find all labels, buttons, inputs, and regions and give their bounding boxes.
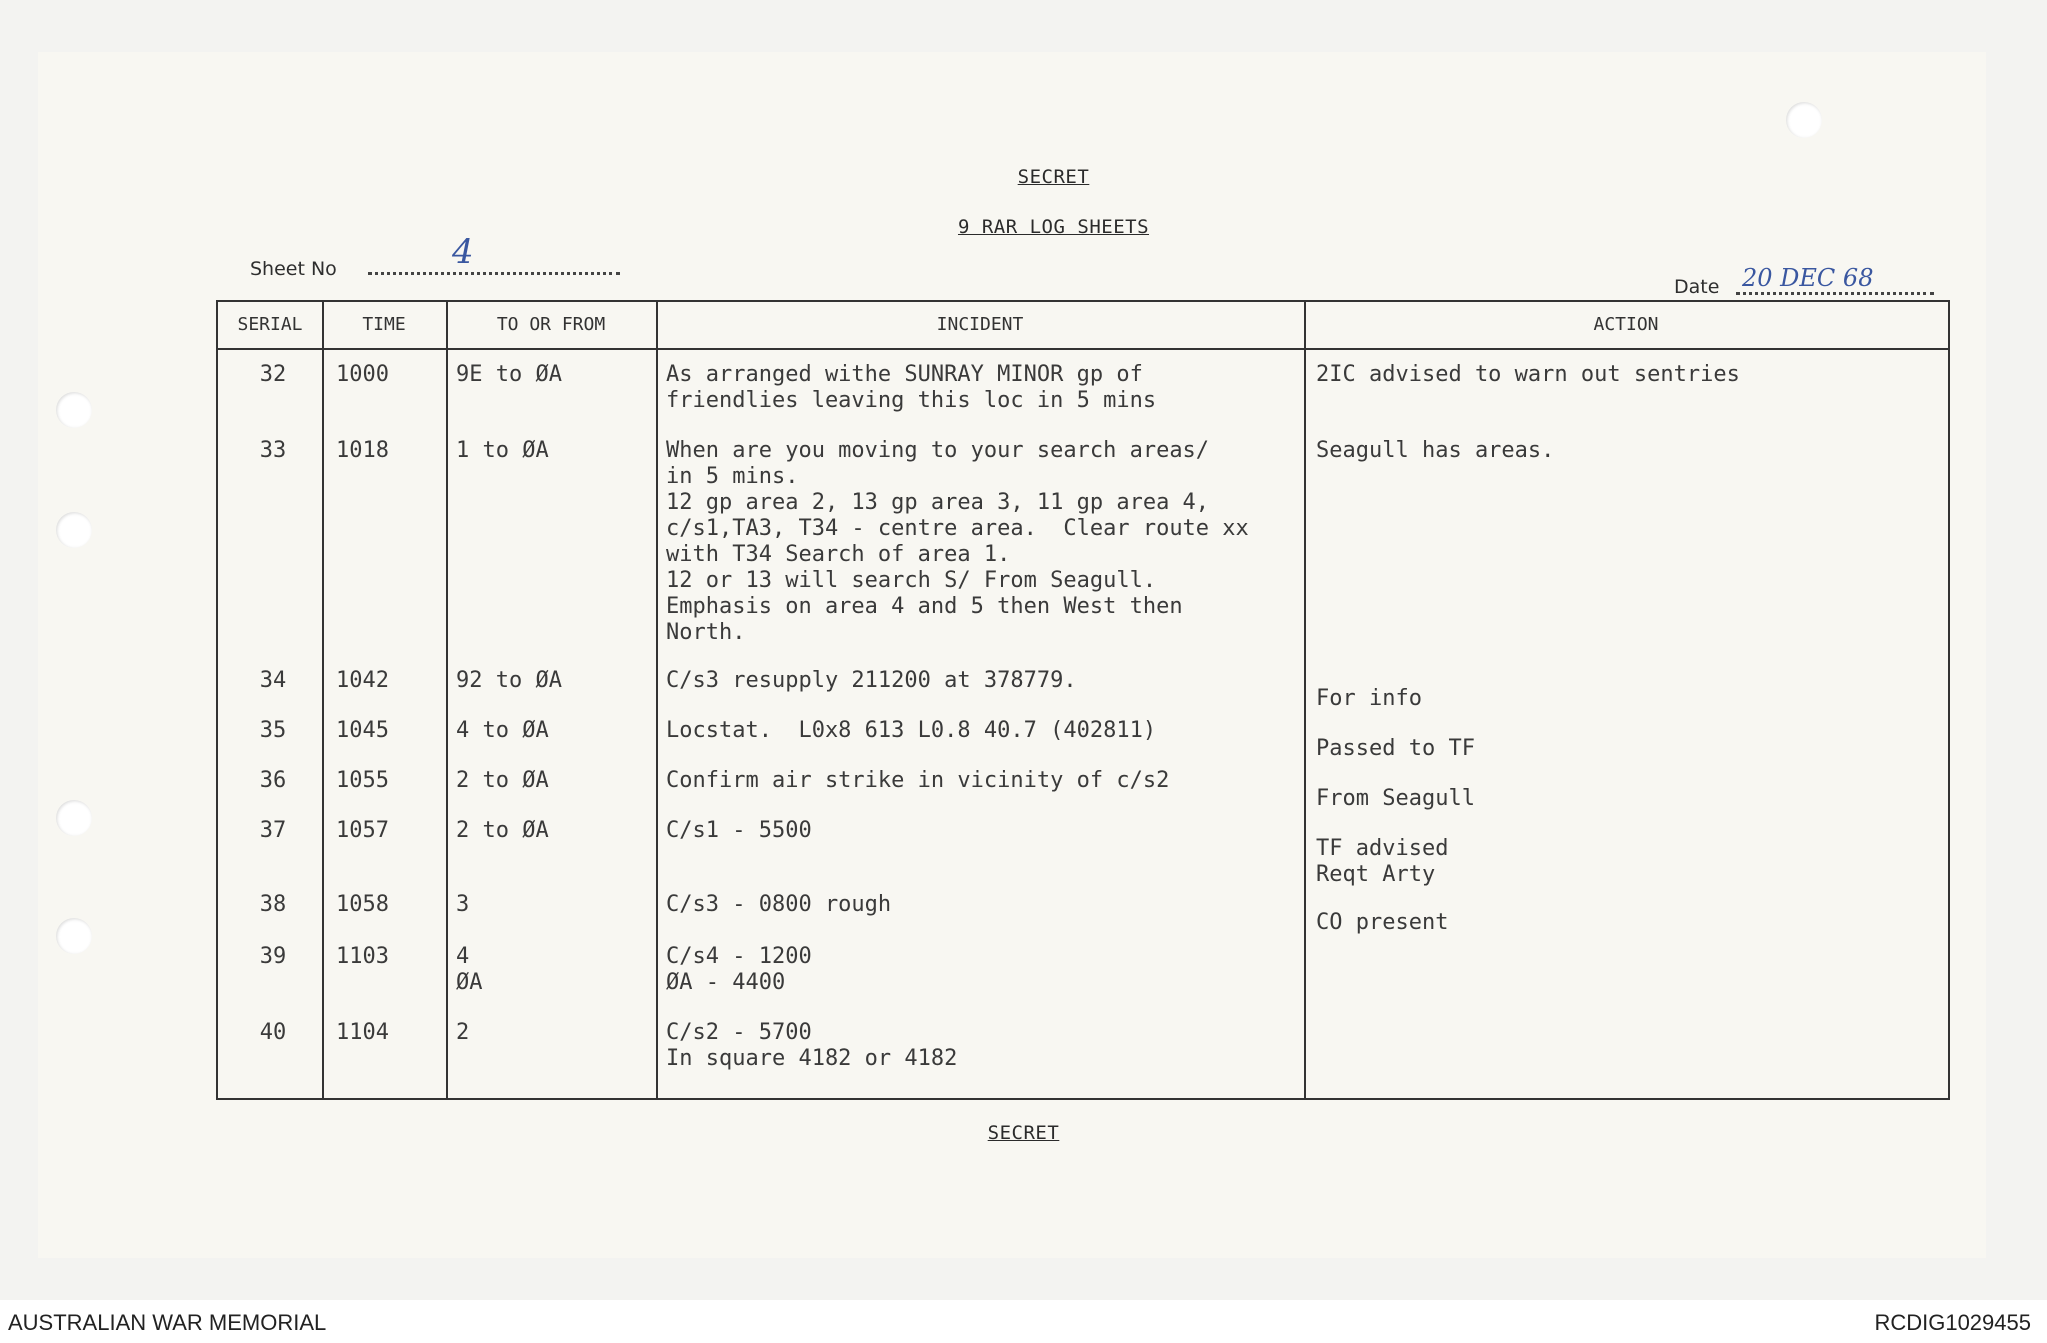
archive-reference: RCDIG1029455 xyxy=(1874,1310,2031,1335)
to-or-from-cell: 4 to ØA xyxy=(456,718,549,743)
sheet-no-value: 4 xyxy=(452,232,474,272)
sheet-no-label: Sheet No xyxy=(250,258,337,280)
to-or-from-cell: 2 to ØA xyxy=(456,768,549,793)
serial-cell: 34 xyxy=(259,668,287,693)
col-divider xyxy=(1304,302,1306,1098)
serial-cell: 37 xyxy=(259,818,287,843)
to-or-from-cell: 9E to ØA xyxy=(456,362,562,387)
header-to-or-from: TO OR FROM xyxy=(496,314,606,335)
serial-cell: 40 xyxy=(259,1020,287,1045)
header-serial: SERIAL xyxy=(237,314,303,335)
action-cell: CO present xyxy=(1316,910,1449,935)
incident-cell: Locstat. L0x8 613 L0.8 40.7 (402811) xyxy=(666,718,1157,743)
col-divider xyxy=(656,302,658,1098)
serial-cell: 36 xyxy=(259,768,287,793)
to-or-from-cell: 3 xyxy=(456,892,470,917)
date-dots xyxy=(1736,292,1934,295)
action-cell: 2IC advised to warn out sentries xyxy=(1316,362,1740,387)
serial-cell: 32 xyxy=(259,362,287,387)
col-divider xyxy=(322,302,324,1098)
incident-cell: As arranged withe SUNRAY MINOR gp of friendlies leaving this loc in 5 mins xyxy=(666,362,1157,413)
date-label: Date xyxy=(1674,276,1720,298)
action-cell: TF advised Reqt Arty xyxy=(1316,836,1449,887)
sheet-no-dots xyxy=(368,272,620,275)
time-cell: 1045 xyxy=(336,718,389,743)
to-or-from-cell: 1 to ØA xyxy=(456,438,549,463)
punch-hole xyxy=(56,392,92,428)
header-time: TIME xyxy=(362,314,406,335)
header-incident: INCIDENT xyxy=(936,314,1024,335)
time-cell: 1000 xyxy=(336,362,389,387)
document-title: 9 RAR LOG SHEETS xyxy=(957,216,1150,238)
serial-cell: 39 xyxy=(259,944,287,969)
header-action: ACTION xyxy=(1593,314,1659,335)
punch-hole xyxy=(1786,102,1822,138)
action-cell: For info xyxy=(1316,686,1422,711)
log-table xyxy=(216,300,1950,1100)
time-cell: 1103 xyxy=(336,944,389,969)
col-divider xyxy=(446,302,448,1098)
serial-cell: 38 xyxy=(259,892,287,917)
incident-cell: C/s1 - 5500 xyxy=(666,818,812,843)
date-value: 20 DEC 68 xyxy=(1742,264,1874,292)
time-cell: 1057 xyxy=(336,818,389,843)
punch-hole xyxy=(56,918,92,954)
classification-top: SECRET xyxy=(1017,166,1090,188)
action-cell: From Seagull xyxy=(1316,786,1475,811)
incident-cell: When are you moving to your search areas/ in 5 mins. 12 gp area 2, 13 gp area 3, 11 gp area 4, c/s1,TA3, T34 - centre area. Clear route xx with T34 Search of area 1. 12 or 13 will search S/ From Seagull. Emphasis on area 4 and 5 then West then North. xyxy=(666,438,1249,645)
to-or-from-cell: 92 to ØA xyxy=(456,668,562,693)
time-cell: 1042 xyxy=(336,668,389,693)
action-cell: Seagull has areas. xyxy=(1316,438,1555,463)
punch-hole xyxy=(56,512,92,548)
header-divider xyxy=(218,348,1948,350)
incident-cell: C/s3 - 0800 rough xyxy=(666,892,892,917)
incident-cell: Confirm air strike in vicinity of c/s2 xyxy=(666,768,1170,793)
classification-bottom: SECRET xyxy=(987,1122,1060,1144)
incident-cell: C/s3 resupply 211200 at 378779. xyxy=(666,668,1077,693)
time-cell: 1104 xyxy=(336,1020,389,1045)
punch-hole xyxy=(56,800,92,836)
action-cell: Passed to TF xyxy=(1316,736,1475,761)
serial-cell: 35 xyxy=(259,718,287,743)
to-or-from-cell: 4 ØA xyxy=(456,944,483,995)
time-cell: 1018 xyxy=(336,438,389,463)
to-or-from-cell: 2 to ØA xyxy=(456,818,549,843)
incident-cell: C/s2 - 5700 In square 4182 or 4182 xyxy=(666,1020,958,1071)
serial-cell: 33 xyxy=(259,438,287,463)
to-or-from-cell: 2 xyxy=(456,1020,470,1045)
archive-source: AUSTRALIAN WAR MEMORIAL xyxy=(8,1310,327,1335)
time-cell: 1058 xyxy=(336,892,389,917)
incident-cell: C/s4 - 1200 ØA - 4400 xyxy=(666,944,812,995)
time-cell: 1055 xyxy=(336,768,389,793)
